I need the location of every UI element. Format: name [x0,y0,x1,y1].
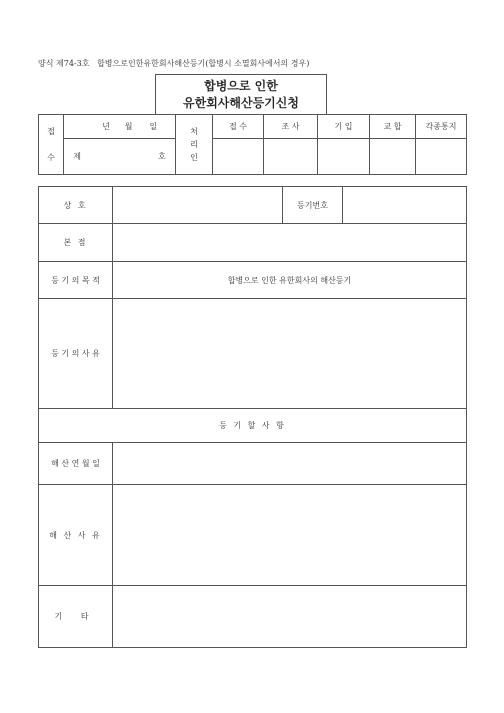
dissolution-reason-field[interactable] [113,485,467,586]
receipt-label-top: 접 [47,127,55,136]
examine-stamp-cell[interactable] [264,139,318,175]
matters-header: 등 기 할 사 항 [39,409,467,443]
other-field[interactable] [113,586,467,648]
col-receipt-header: 접 수 [213,115,264,139]
receipt-label [39,115,64,175]
reg-no-field[interactable] [343,187,467,224]
cause-label: 등 기 의 사 유 [39,299,113,409]
application-table [38,186,467,648]
title-line-2: 유한회사해산등기신청 [183,96,299,110]
process-label [176,115,213,175]
receipt-label-bottom: 수 [47,153,55,162]
purpose-value: 합병으로 인한 유한회사의 해산등기 [113,262,467,299]
form-number [38,58,309,69]
process-char-3: 인 [190,153,198,162]
col-entry-header: 기 입 [318,115,370,139]
reg-no-label: 등기번호 [283,187,343,224]
entry-stamp-cell[interactable] [318,139,370,175]
col-examine-header: 조 사 [264,115,318,139]
receipt-date-cell[interactable] [64,115,176,139]
trade-name-field[interactable] [113,187,283,224]
form-subtitle: 합병으로인한유한회사해산등기(합병시 소멸회사에서의 경우) [97,59,310,68]
notice-stamp-cell[interactable] [416,139,467,175]
cause-field[interactable] [113,299,467,409]
form-code: 양식 제74-3호 [38,59,90,68]
trade-name-label: 상 호 [39,187,113,224]
no-prefix: 제 [73,152,81,161]
dissolution-date-label: 해 산 연 월 일 [39,443,113,485]
purpose-label: 등 기 의 목 적 [39,262,113,299]
process-char-1: 처 [190,127,198,136]
form-title [155,74,327,114]
head-office-field[interactable] [113,224,467,262]
dissolution-date-field[interactable] [113,443,467,485]
day-label: 일 [149,122,158,131]
other-label: 기 타 [39,586,113,648]
dissolution-reason-label: 해 산 사 유 [39,485,113,586]
no-suffix: 호 [158,152,166,161]
title-line-1: 합병으로 인한 [204,79,278,93]
month-label: 월 [124,122,133,131]
receipt-stamp-cell[interactable] [213,139,264,175]
year-label: 년 [102,122,110,131]
head-office-label: 본 점 [39,224,113,262]
col-collate-header: 교 합 [370,115,416,139]
col-notice-header: 각종통지 [416,115,467,139]
process-char-2: 리 [190,140,198,149]
receipt-table [38,114,467,175]
receipt-number-cell[interactable] [64,139,176,175]
collate-stamp-cell[interactable] [370,139,416,175]
